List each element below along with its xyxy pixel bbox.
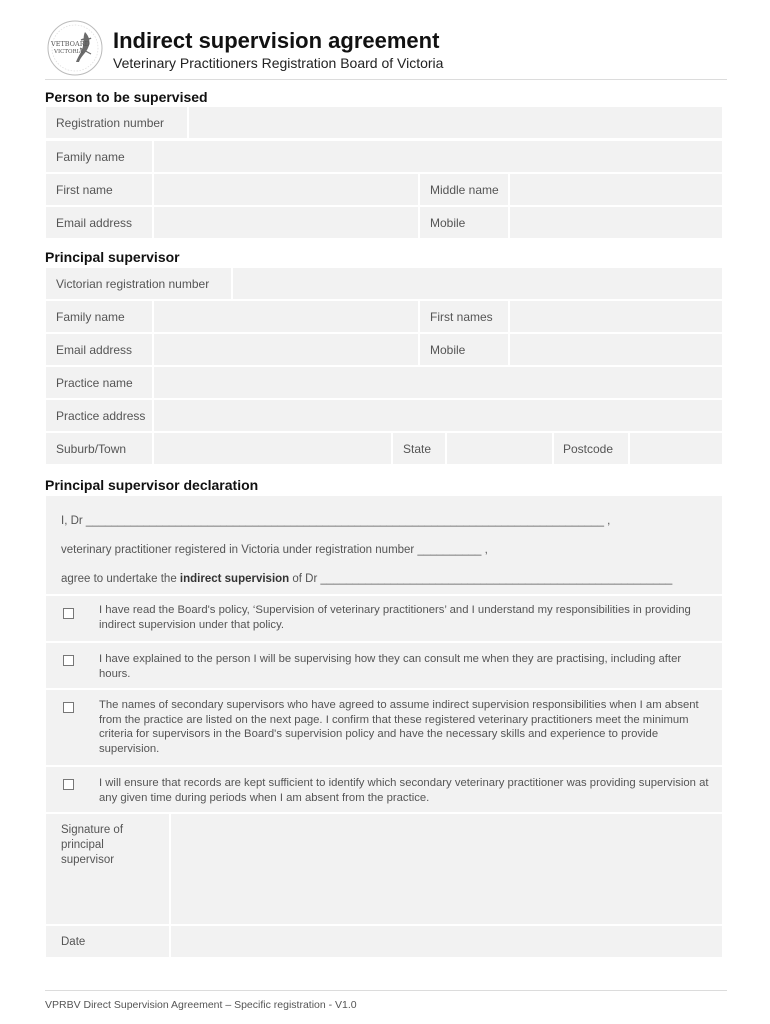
declaration-item-text: I will ensure that records are kept sufficient to identify which secondary veterinary practitioner was providing supervision at any given time during periods when I am absent from the practice. (99, 777, 709, 804)
principal-state-input[interactable] (447, 433, 552, 464)
person-registration-label-cell (46, 107, 187, 138)
person-mobile-label: Mobile (430, 216, 466, 230)
declaration-line-registration: veterinary practitioner registered in Victoria under registration number __________ , (61, 544, 488, 556)
person-email-label-cell (46, 207, 152, 238)
principal-email-label: Email address (56, 343, 133, 357)
declaration-item-explained (46, 643, 722, 688)
signature-label: Signature of principal supervisor (61, 824, 124, 866)
principal-suburb-input[interactable] (154, 433, 391, 464)
principal-practice-name-label: Practice name (56, 376, 133, 390)
date-label-cell (46, 926, 169, 957)
person-middle-name-label-cell (420, 174, 508, 205)
person-mobile-label-cell (420, 207, 508, 238)
principal-family-name-label-cell (46, 301, 152, 332)
principal-vic-registration-label-cell (46, 268, 231, 299)
principal-email-label-cell (46, 334, 152, 365)
person-family-name-label-cell (46, 141, 152, 172)
person-email-input[interactable] (154, 207, 418, 238)
person-middle-name-label: Middle name (430, 183, 499, 197)
declaration-statement-block (46, 496, 722, 594)
principal-email-input[interactable] (154, 334, 418, 365)
person-family-name-input[interactable] (154, 141, 722, 172)
principal-postcode-label-cell (554, 433, 628, 464)
svg-text:VICTORIA: VICTORIA (54, 49, 83, 55)
declaration-item-secondary (46, 690, 722, 765)
principal-practice-address-input[interactable] (154, 400, 722, 431)
person-section-title: Person to be supervised (45, 89, 208, 105)
person-registration-label: Registration number (56, 116, 165, 130)
declaration-section-title: Principal supervisor declaration (45, 477, 259, 493)
principal-mobile-input[interactable] (510, 334, 722, 365)
principal-practice-address-label-cell (46, 400, 152, 431)
principal-first-names-label-cell (420, 301, 508, 332)
principal-mobile-label: Mobile (430, 343, 466, 357)
date-input[interactable] (171, 926, 722, 957)
declaration-checkbox-secondary[interactable] (63, 702, 74, 713)
signature-input[interactable] (171, 814, 722, 924)
declaration-item-records (46, 767, 722, 812)
page-footer: VPRBV Direct Supervision Agreement – Specific registration - V1.0 (45, 990, 727, 1011)
principal-section-title: Principal supervisor (45, 249, 180, 265)
principal-mobile-label-cell (420, 334, 508, 365)
principal-practice-name-label-cell (46, 367, 152, 398)
person-registration-input[interactable] (189, 107, 722, 138)
page-subtitle: Veterinary Practitioners Registration Board of Victoria (113, 55, 444, 71)
declaration-item-text: I have read the Board's policy, ‘Supervision of veterinary practitioners’ and I understand my responsibilities in providing indirect supervision under that policy. (99, 604, 691, 631)
principal-postcode-label: Postcode (563, 442, 614, 456)
svg-text:VETBOARD: VETBOARD (51, 40, 90, 48)
declaration-item-text: I have explained to the person I will be supervising how they can consult me when they are practising, including after hours. (99, 653, 682, 680)
principal-suburb-label-cell (46, 433, 152, 464)
signature-label-cell (46, 814, 169, 924)
date-label: Date (61, 936, 86, 948)
declaration-line-name: I, Dr _________________________________________________________________________________ , (61, 515, 611, 527)
declaration-checkbox-policy[interactable] (63, 608, 74, 619)
principal-first-names-input[interactable] (510, 301, 722, 332)
page-title: Indirect supervision agreement (113, 28, 440, 53)
person-first-name-input[interactable] (154, 174, 418, 205)
declaration-item-text: The names of secondary supervisors who have agreed to assume indirect supervision responsibilities when I am absent from the practice are listed on the next page. I confirm that these registered veterinary practitioners meet the minimum criteria for supervisors in the Board's supervision policy and have the necessary skills and experience to provide supervision. (99, 699, 699, 755)
page-header (45, 18, 727, 80)
vetboard-logo (45, 18, 105, 78)
declaration-line-undertake: agree to undertake the indirect supervision of Dr _______________________________________________________ (61, 573, 673, 585)
principal-practice-name-input[interactable] (154, 367, 722, 398)
principal-state-label-cell (393, 433, 445, 464)
declaration-item-policy (46, 596, 722, 641)
declaration-checkbox-records[interactable] (63, 779, 74, 790)
person-family-name-label: Family name (56, 150, 125, 164)
person-first-name-label-cell (46, 174, 152, 205)
person-email-label: Email address (56, 216, 133, 230)
principal-state-label: State (403, 442, 432, 456)
principal-vic-registration-input[interactable] (233, 268, 722, 299)
person-middle-name-input[interactable] (510, 174, 722, 205)
declaration-checkbox-explained[interactable] (63, 655, 74, 666)
principal-postcode-input[interactable] (630, 433, 722, 464)
principal-first-names-label: First names (430, 310, 493, 324)
person-first-name-label: First name (56, 183, 113, 197)
principal-family-name-input[interactable] (154, 301, 418, 332)
principal-vic-registration-label: Victorian registration number (56, 277, 210, 291)
principal-practice-address-label: Practice address (56, 409, 146, 423)
person-mobile-input[interactable] (510, 207, 722, 238)
principal-family-name-label: Family name (56, 310, 125, 324)
principal-suburb-label: Suburb/Town (56, 442, 127, 456)
